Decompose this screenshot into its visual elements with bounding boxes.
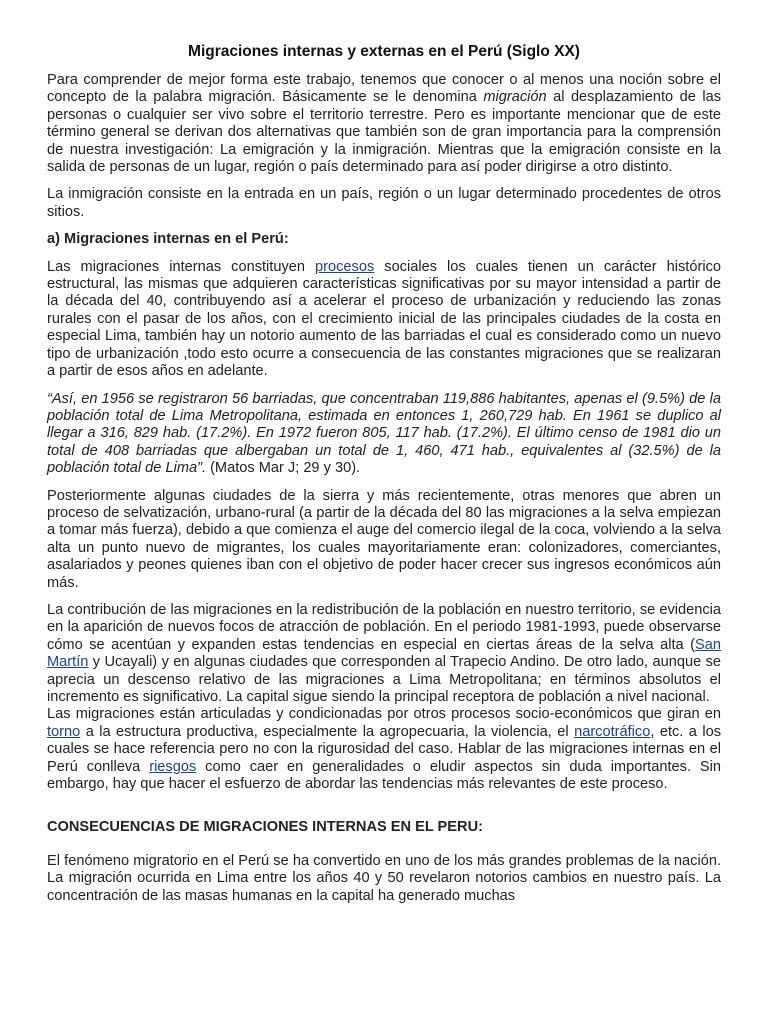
document-page xyxy=(47,42,721,915)
document-title: Migraciones internas y externas en el Perú (Siglo XX) xyxy=(188,43,580,60)
intro-text-end: al desplazamiento de las personas o cualquier ser vivo sobre el territorio terrestre. Pero es importante mencionar que de este término general se derivan dos alternativas que también son de gran importancia para la comprensión de nuestra investigación: La emigración y la inmigración. Mientras que la emigración consiste en la salida de personas de un lugar, región o país determinado para así poder dirigirse a otro distinto. xyxy=(47,89,722,176)
section-a-p1-end: sociales los cuales tienen un carácter histórico estructural, las mismas que adquieren características significativas por su mayor intensidad a partir de la década del 40, contribuyendo así a acelerar el proceso de urbanización y reduciendo las zonas rurales con el pasar de los años, con el crecimiento inicial de las principales ciudades de la costa en especial Lima, también hay un notorio aumento de las barriadas el cual es considerado como un nuevo tipo de urbanización ,todo esto ocurre a consecuencia de las constantes migraciones que se realizaran a partir de esos años en adelante. xyxy=(47,258,721,380)
intro-paragraph xyxy=(47,72,721,176)
section-a-p3-start: La contribución de las migraciones en la redistribución de la población en nuestro territorio, se evidencia en la aparición de nuevos focos de atracción de población. En el periodo 1981-1993, puede observarse cómo se acentúan y expanden estas tendencias en especial en ciertas áreas de la selva alta ( xyxy=(47,601,721,653)
section-a-p1-start: Las migraciones internas constituyen xyxy=(47,258,316,275)
quote-text: “Así, en 1956 se registraron 56 barriadas, que concentraban 119,886 habitantes, apenas el (9.5%) de la población total de Lima Metropolitana, estimada en entonces 1, 260,729 hab. En 1961 se duplico al llegar a 316, 829 hab. (17.2%). En 1972 fueron 805, 117 hab. (17.2%). El último censo de 1981 dio un total de 408 barriadas que albergaban un total de 1, 460, 471 hab., equivalentes al (32.5%) de la población total de Lima”. xyxy=(47,390,721,477)
quote-citation: (Matos Mar J; 29 y 30). xyxy=(206,460,361,477)
section-a-paragraph-4 xyxy=(47,706,721,793)
intro-text-start: Para comprender de mejor forma este trabajo, tenemos que conocer o al menos una noción sobre el concepto de la palabra migración. Básicamente se le denomina xyxy=(47,72,721,106)
section-a-p4-part-3: , etc. a los cuales se hace referencia pero no con la rigurosidad del caso. Hablar de las migraciones internas en el Perú conlleva xyxy=(47,723,722,775)
consequences-paragraph-1: El fenómeno migratorio en el Perú se ha convertido en uno de los más grandes problemas de la nación. La migración ocurrida en Lima entre los años 40 y 50 revelaron notorios cambios en nuestro país. La concentración de las masas humanas en la capital ha generado muchas xyxy=(47,852,721,904)
section-a-heading: a) Migraciones internas en el Perú: xyxy=(47,231,289,248)
section-a-paragraph-1 xyxy=(47,259,721,381)
link-procesos[interactable]: procesos xyxy=(315,258,375,275)
consequences-heading: CONSECUENCIAS DE MIGRACIONES INTERNAS EN EL PERU: xyxy=(47,819,483,836)
link-torno[interactable]: torno xyxy=(47,723,81,740)
section-a-paragraph-2: Posteriormente algunas ciudades de la sierra y más recientemente, otras menores que abren un proceso de selvatización, urbano-rural (a partir de la década del 80 las migraciones a la selva empiezan a tomar más fuerza), debido a que comienza el auge del comercio ilegal de la coca, volviendo a la selva alta un punto nuevo de migrantes, los cuales mayoritariamente eran: colonizadores, comerciantes, asalariados y peones quienes iban con el objetivo de poder hacer crecer sus ingresos económicos aún más. xyxy=(47,487,721,591)
section-a-p4-part-1: Las migraciones están articuladas y condicionadas por otros procesos socio-económicos que giran en xyxy=(47,706,721,723)
link-riesgos[interactable]: riesgos xyxy=(149,758,197,775)
section-a-p4-part-4: como caer en generalidades o eludir aspectos sin duda importantes. Sin embargo, hay que hacer el esfuerzo de abordar las tendencias más relevantes de este proceso. xyxy=(47,758,721,793)
section-a-p4-part-2: a la estructura productiva, especialmente la agropecuaria, la violencia, el xyxy=(80,723,575,740)
section-a-p3-end: y Ucayali) y en algunas ciudades que corresponden al Trapecio Andino. De otro lado, aunque se aprecia un descenso relativo de las migraciones a Lima Metropolitana; en términos absolutos el incremento es significativo. La capital sigue siendo la principal receptora de población a nivel nacional. xyxy=(47,654,721,705)
immigration-paragraph: La inmigración consiste en la entrada en un país, región o un lugar determinado procedentes de otros sitios. xyxy=(47,186,721,220)
link-san-martin[interactable]: San Martín xyxy=(47,636,721,671)
intro-emphasis: migración xyxy=(483,89,547,106)
quote-paragraph xyxy=(47,391,721,478)
section-a-paragraph-3 xyxy=(47,602,721,706)
link-narcotrafico[interactable]: narcotráfico xyxy=(574,723,651,740)
